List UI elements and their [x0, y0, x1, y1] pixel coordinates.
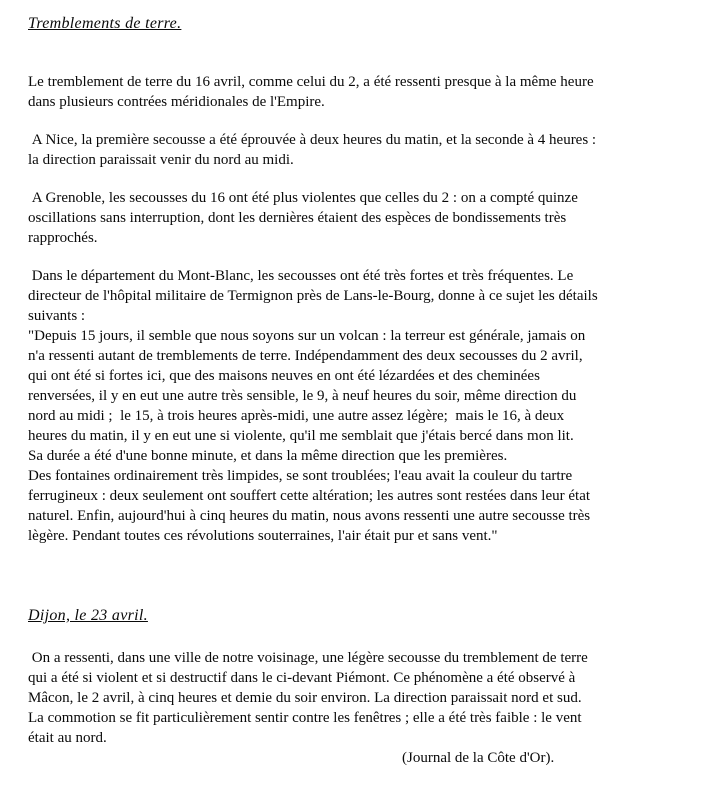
text-line: suivants : [28, 308, 86, 324]
text-line: Des fontaines ordinairement très limpides, se sont troublées; l'eau avait la couleur du tartre [28, 468, 573, 484]
text-line: n'a ressenti autant de tremblements de terre. Indépendamment des deux secousses du 2 avril, [28, 348, 583, 364]
section-heading: Dijon, le 23 avril. [28, 607, 148, 624]
section-0 [28, 14, 687, 546]
text-line: heures du matin, il y en eut une si violente, qu'il me semblait que j'étais bercé dans mon lit. [28, 428, 574, 444]
text-line: Le tremblement de terre du 16 avril, comme celui du 2, a été ressenti presque à la même heure [28, 74, 594, 90]
text-line: "Depuis 15 jours, il semble que nous soyons sur un volcan : la terreur est générale, jamais on [28, 328, 586, 344]
paragraph [28, 266, 687, 546]
text-line: La commotion se fit particulièrement sentir contre les fenêtres ; elle a été très faible : le vent [28, 710, 582, 726]
attribution: (Journal de la Côte d'Or). [402, 750, 555, 766]
text-line: naturel. Enfin, aujourd'hui à cinq heures du matin, nous avons ressenti une autre secousse très [28, 508, 591, 524]
text-line: directeur de l'hôpital militaire de Termignon près de Lans-le-Bourg, donne à ce sujet les détails [28, 288, 598, 304]
text-line: la direction paraissait venir du nord au midi. [28, 152, 294, 168]
text-line: rapprochés. [28, 230, 98, 246]
text-line: Dans le département du Mont-Blanc, les secousses ont été très fortes et très fréquentes. Le [28, 268, 574, 284]
text-line: A Nice, la première secousse a été éprouvée à deux heures du matin, et la seconde à 4 heures : [28, 132, 597, 148]
paragraph [28, 130, 687, 170]
text-line: A Grenoble, les secousses du 16 ont été plus violentes que celles du 2 : on a compté quinze [28, 190, 578, 206]
section-1 [28, 606, 687, 768]
text-line: qui ont été si fortes ici, que des maisons neuves en ont été lézardées et des cheminées [28, 368, 540, 384]
text-line: était au nord. [28, 730, 107, 746]
paragraph [28, 188, 687, 248]
text-line: ferrugineux : deux seulement ont souffert cette altération; les autres sont restées dans leur état [28, 488, 591, 504]
paragraph [28, 648, 687, 748]
text-line: On a ressenti, dans une ville de notre voisinage, une légère secousse du tremblement de terre [28, 650, 588, 666]
text-line: qui a été si violent et si destructif dans le ci-devant Piémont. Ce phénomène a été observé à [28, 670, 576, 686]
text-line: lègère. Pendant toutes ces révolutions souterraines, l'air était pur et sans vent." [28, 528, 498, 544]
text-line: oscillations sans interruption, dont les dernières étaient des espèces de bondissements très [28, 210, 567, 226]
text-line: Sa durée a été d'une bonne minute, et dans la même direction que les premières. [28, 448, 508, 464]
document-sections [28, 14, 687, 768]
text-line: renversées, il y en eut une autre très sensible, le 9, à neuf heures du soir, même direction du [28, 388, 577, 404]
paragraph [28, 72, 687, 112]
text-line: dans plusieurs contrées méridionales de l'Empire. [28, 94, 325, 110]
text-line: Mâcon, le 2 avril, à cinq heures et demie du soir environ. La direction paraissait nord et sud. [28, 690, 582, 706]
text-line: nord au midi ; le 15, à trois heures après-midi, une autre assez légère; mais le 16, à deux [28, 408, 565, 424]
section-heading: Tremblements de terre. [28, 15, 182, 32]
